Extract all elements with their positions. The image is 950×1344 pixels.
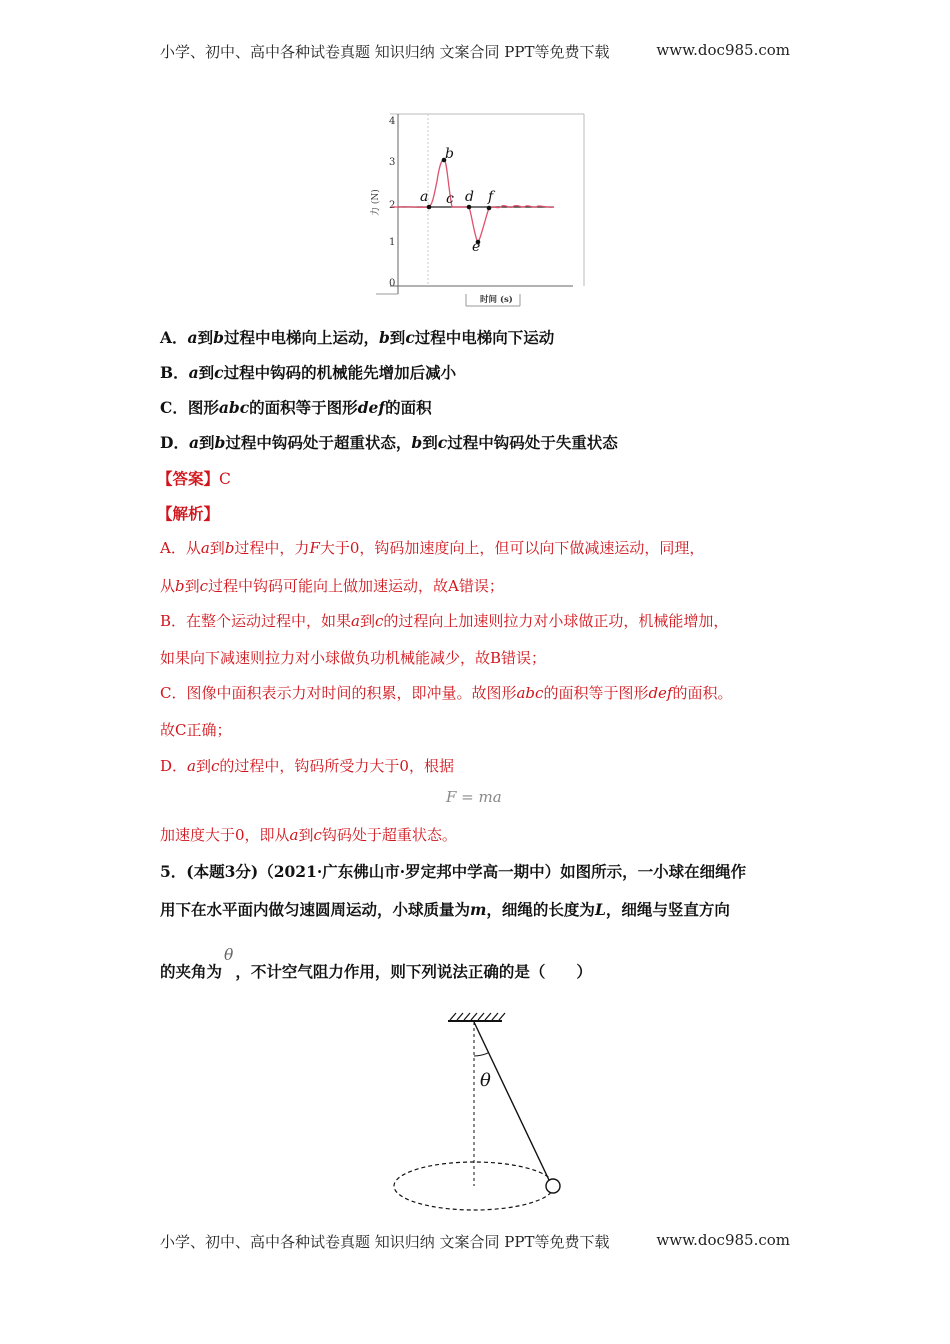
page-footer bbox=[160, 1231, 790, 1252]
y-tick-3: 3 bbox=[389, 157, 396, 168]
y-tick-4: 4 bbox=[389, 116, 396, 127]
analysis-b-line1: B．在整个运动过程中，如果a到c的过程向上加速则拉力对小球做正功，机械能增加， bbox=[160, 612, 729, 630]
question5-line1: 5．(本题3分)（2021·广东佛山市·罗定邦中学高一期中）如图所示，一小球在细绳作 bbox=[160, 862, 747, 881]
theta-symbol: θ bbox=[224, 946, 234, 964]
page-header bbox=[160, 41, 790, 62]
option-b[interactable]: B．a到c过程中钩码的机械能先增加后减小 bbox=[160, 363, 457, 382]
analysis-heading: 【解析】 bbox=[157, 504, 220, 523]
point-d-label: d bbox=[465, 189, 474, 205]
analysis-c-line2: 故C正确； bbox=[160, 721, 232, 739]
analysis-c-line1: C．图像中面积表示力对时间的积累，即冲量。故图形abc的面积等于图形def的面积。 bbox=[160, 684, 733, 702]
angle-theta-label: θ bbox=[480, 1070, 491, 1091]
y-tick-0: 0 bbox=[389, 278, 396, 289]
ceiling-hatch bbox=[450, 1013, 505, 1020]
ball bbox=[546, 1179, 560, 1193]
y-tick-2: 2 bbox=[389, 200, 396, 211]
point-b-label: b bbox=[445, 146, 454, 162]
analysis-d-line2: 加速度大于0，即从a到c钩码处于超重状态。 bbox=[160, 826, 457, 844]
answer-label: 【答案】 bbox=[157, 469, 220, 488]
force-time-graph bbox=[368, 106, 586, 312]
footer-left-text: 小学、初中、高中各种试卷真题 知识归纳 文案合同 PPT等免费下载 bbox=[160, 1233, 610, 1251]
formula: F = ma bbox=[446, 788, 502, 806]
question5-line3: 的夹角为θ，不计空气阻力作用，则下列说法正确的是（ ） bbox=[160, 946, 592, 981]
question5-line2: 用下在水平面内做匀速圆周运动，小球质量为m，细绳的长度为L，细绳与竖直方向 bbox=[160, 900, 730, 919]
point-f-label: f bbox=[488, 189, 494, 205]
header-left-text: 小学、初中、高中各种试卷真题 知识归纳 文案合同 PPT等免费下载 bbox=[160, 43, 610, 61]
x-axis-label: 时间 (s) bbox=[480, 295, 513, 305]
option-a[interactable]: A．a到b过程中电梯向上运动，b到c过程中电梯向下运动 bbox=[160, 328, 555, 347]
string bbox=[474, 1022, 549, 1180]
answer-value: C bbox=[219, 470, 231, 488]
footer-url[interactable]: www.doc985.com bbox=[656, 1231, 790, 1249]
y-tick-1: 1 bbox=[389, 237, 396, 248]
conical-pendulum-figure bbox=[388, 1010, 568, 1222]
header-url[interactable]: www.doc985.com bbox=[656, 41, 790, 59]
point-a-dot bbox=[427, 205, 432, 210]
analysis-a-line2: 从b到c过程中钩码可能向上做加速运动，故A错误； bbox=[160, 577, 504, 595]
point-d-dot bbox=[467, 205, 472, 210]
point-e-label: e bbox=[472, 239, 481, 255]
point-a-label: a bbox=[420, 189, 429, 205]
answer-line bbox=[157, 467, 231, 489]
point-c-label: c bbox=[446, 191, 454, 207]
angle-arc bbox=[474, 1053, 489, 1056]
analysis-a-line1: A．从a到b过程中，力F大于0，钩码加速度向上，但可以向下做减速运动，同理， bbox=[160, 539, 705, 557]
analysis-d-line1: D．a到c的过程中，钩码所受力大于0，根据 bbox=[160, 757, 454, 775]
option-c[interactable]: C．图形abc的面积等于图形def的面积 bbox=[160, 398, 432, 417]
point-f-dot bbox=[487, 206, 492, 211]
y-axis-label: 力 (N) bbox=[371, 189, 381, 216]
analysis-b-line2: 如果向下减速则拉力对小球做负功机械能减少，故B错误； bbox=[160, 649, 547, 667]
option-d[interactable]: D．a到b过程中钩码处于超重状态，b到c过程中钩码处于失重状态 bbox=[160, 433, 618, 452]
